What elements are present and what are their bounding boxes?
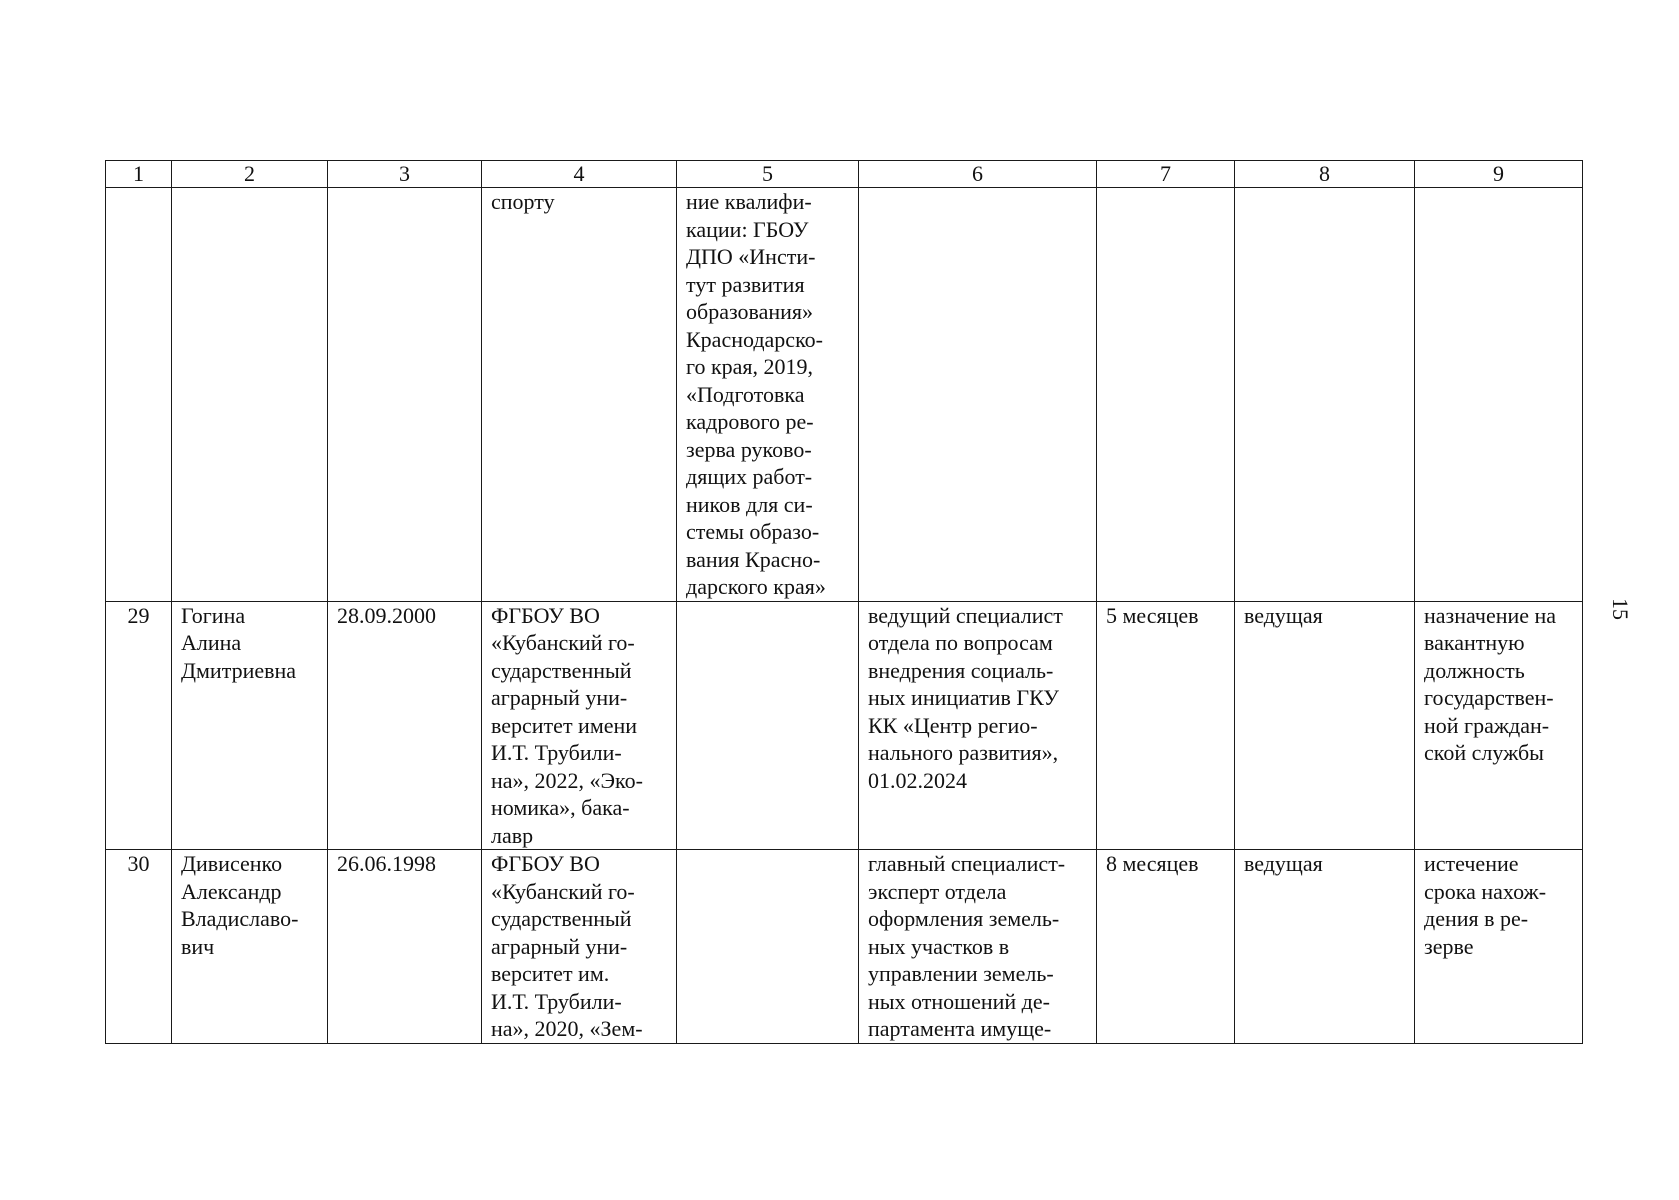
- position-group-cell: [1235, 850, 1415, 1044]
- row-number: 29: [127, 602, 150, 628]
- full-name: Дивисенко Александр Владиславо- вич: [181, 851, 299, 959]
- full-name-cell: [172, 601, 328, 850]
- row-number-cell: [106, 601, 172, 850]
- reserve-table: [105, 160, 1583, 1044]
- birth-date: 26.06.1998: [337, 851, 436, 876]
- column-header-8: 8: [1235, 161, 1415, 188]
- full-name-cell: [172, 850, 328, 1044]
- column-number-row: [106, 161, 1583, 188]
- additional-education-cell: [677, 850, 859, 1044]
- additional-education-cell: [677, 188, 859, 602]
- column-header-5: 5: [677, 161, 859, 188]
- position-group: ведущая: [1244, 602, 1323, 628]
- column-header-2: 2: [172, 161, 328, 188]
- birth-date-cell: [328, 188, 482, 602]
- column-header-7: 7: [1097, 161, 1235, 188]
- row-number: 30: [127, 851, 150, 876]
- term: 5 месяцев: [1106, 602, 1199, 628]
- position: ведущий специалист отдела по вопросам внедрения социаль- ных инициатив ГКУ КК «Центр регио- нального развития», 01.02.2024: [868, 602, 1063, 793]
- column-header-9: 9: [1415, 161, 1583, 188]
- term-cell: [1097, 601, 1235, 850]
- education: ФГБОУ ВО «Кубанский го- сударственный аграрный уни- верситет имени И.Т. Трубили- на», 2022, «Эко- номика», бака- лавр: [491, 602, 643, 848]
- full-name: Гогина Алина Дмитриевна: [181, 602, 297, 683]
- full-name-cell: [172, 188, 328, 602]
- table-row: [106, 601, 1583, 850]
- column-header-4: 4: [482, 161, 677, 188]
- education-cell: [482, 850, 677, 1044]
- additional-education-cell: [677, 601, 859, 850]
- row-number-cell: [106, 850, 172, 1044]
- column-header-3: 3: [328, 161, 482, 188]
- table-row: [106, 850, 1583, 1044]
- position: главный специалист- эксперт отдела оформления земель- ных участков в управлении земель- ных отношений де- партамента имуще-: [868, 851, 1066, 1041]
- birth-date-cell: [328, 850, 482, 1044]
- position-cell: [859, 188, 1097, 602]
- page-number: 15: [1608, 598, 1633, 620]
- row-number-cell: [106, 188, 172, 602]
- education-cell: [482, 601, 677, 850]
- exclusion-reason-cell: [1415, 188, 1583, 602]
- position-group-cell: [1235, 188, 1415, 602]
- table-row-continuation: [106, 188, 1583, 602]
- education-cell: [482, 188, 677, 602]
- term-cell: [1097, 850, 1235, 1044]
- term: 8 месяцев: [1106, 851, 1199, 876]
- position-cell: [859, 601, 1097, 850]
- education: спорту: [491, 189, 555, 214]
- position-cell: [859, 850, 1097, 1044]
- exclusion-reason: назначение на вакантную должность государствен- ной граждан- ской службы: [1424, 602, 1557, 765]
- education: ФГБОУ ВО «Кубанский го- сударственный аграрный уни- верситет им. И.Т. Трубили- на», 2020, «Зем-: [491, 851, 643, 1041]
- birth-date: 28.09.2000: [337, 602, 436, 628]
- column-header-1: 1: [106, 161, 172, 188]
- column-header-6: 6: [859, 161, 1097, 188]
- birth-date-cell: [328, 601, 482, 850]
- exclusion-reason: истечение срока нахож- дения в ре- зерве: [1424, 851, 1547, 959]
- position-group: ведущая: [1244, 851, 1323, 876]
- position-group-cell: [1235, 601, 1415, 850]
- exclusion-reason-cell: [1415, 601, 1583, 850]
- exclusion-reason-cell: [1415, 850, 1583, 1044]
- term-cell: [1097, 188, 1235, 602]
- additional-education: ние квалифи- кации: ГБОУ ДПО «Инсти- тут развития образования» Краснодарско- го края, 2019, «Подготовка кадрового ре- зерва руково- дящих работ- ников для си- стемы образо- вания Красно- дарского края»: [686, 189, 826, 599]
